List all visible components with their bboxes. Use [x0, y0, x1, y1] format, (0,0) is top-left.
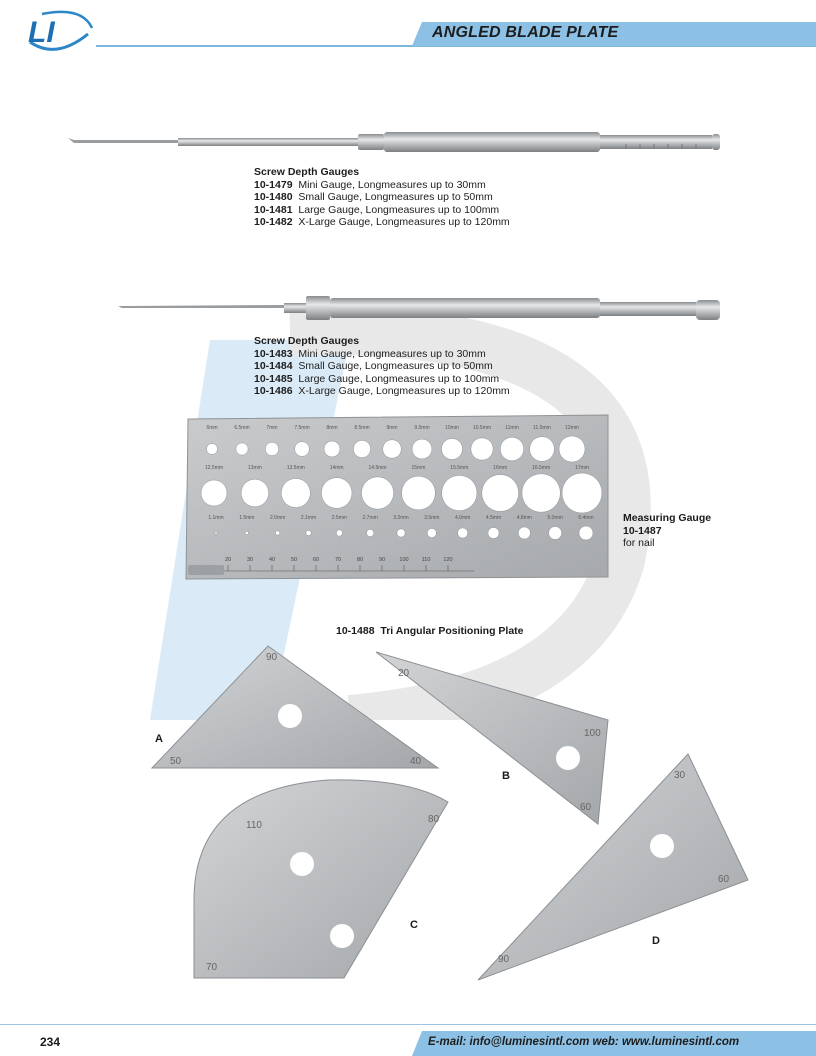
gauge-size-label: 8mm: [326, 425, 338, 431]
caption-note: for nail: [623, 537, 655, 549]
gauge-size-label: 14.5mm: [368, 465, 387, 471]
gauge-hole: [530, 437, 555, 462]
gauge-size-label: 10.5mm: [472, 425, 492, 431]
gauge-hole: [215, 532, 217, 534]
gauge-hole: [482, 475, 519, 512]
svg-text:20: 20: [398, 668, 410, 679]
page-number: 234: [40, 1035, 61, 1049]
scale-label: 50: [290, 557, 298, 563]
gauge-size-label: 2.5mm: [331, 515, 347, 521]
svg-text:70: 70: [206, 962, 218, 973]
measuring-gauge-caption: [623, 512, 711, 550]
gauge-hole: [549, 526, 562, 539]
plate-letter-d: D: [652, 935, 660, 947]
gauge-size-label: 17mm: [575, 465, 589, 471]
plate-letter-b: B: [502, 770, 510, 782]
footer-divider: [0, 1024, 816, 1025]
list-item: 10-1482 X-Large Gauge, Longmeasures up to 120mm: [254, 216, 510, 228]
gauge-size-label: 9.5mm: [414, 425, 430, 431]
gauge-hole: [324, 441, 340, 457]
positioning-plate-title: 10-1488 Tri Angular Positioning Plate: [336, 625, 524, 637]
gauge-hole: [559, 436, 585, 462]
gauge-hole: [412, 439, 432, 459]
gauge-size-label: 16mm: [493, 465, 508, 471]
screw-depth-gauge-image-2: [116, 292, 722, 326]
gauge-size-label: 3.5mm: [424, 515, 440, 521]
scale-label: 70: [334, 557, 342, 563]
gauge-hole: [281, 478, 310, 507]
plate-c: [194, 780, 448, 978]
scale-label: 80: [356, 557, 364, 563]
scale-label: 30: [246, 557, 254, 563]
scale-label: 60: [312, 557, 320, 563]
gauge-hole: [367, 529, 374, 536]
svg-text:30: 30: [674, 770, 686, 781]
gauge-size-label: 13.5mm: [286, 465, 305, 471]
gauge-size-label: 15mm: [411, 465, 426, 471]
gauge-size-label: 6.4mm: [578, 515, 594, 521]
gauge-hole: [201, 480, 227, 506]
svg-text:100: 100: [584, 728, 601, 739]
gauge-size-label: 4.8mm: [516, 515, 532, 521]
measuring-gauge-image: [184, 413, 612, 581]
gauge-size-label: 2.0mm: [270, 515, 286, 521]
gauge-size-label: 2.1mm: [300, 515, 317, 521]
svg-text:80: 80: [428, 814, 440, 825]
list-item: 10-1486 X-Large Gauge, Longmeasures up to 120mm: [254, 385, 510, 397]
caption-title: Screw Depth Gauges: [254, 335, 360, 347]
gauge-size-label: 12.5mm: [204, 465, 224, 471]
gauge-hole: [488, 527, 499, 538]
plate-letter-c: C: [410, 919, 418, 931]
gauge-hole: [442, 439, 463, 460]
gauge-hole: [236, 443, 248, 455]
scale-label: 100: [399, 557, 409, 563]
gauge-hole: [276, 531, 280, 535]
gauge-hole: [402, 476, 436, 510]
svg-text:50: 50: [170, 756, 182, 767]
gauge-size-label: 9mm: [386, 425, 398, 431]
depth-gauges-caption-1: [254, 166, 510, 229]
gauge-hole: [522, 474, 560, 512]
gauge-hole: [427, 528, 436, 537]
scale-label: 110: [421, 557, 431, 563]
gauge-hole: [361, 477, 393, 509]
gauge-hole: [500, 437, 524, 461]
scale-label: 20: [224, 557, 232, 563]
gauge-size-label: 13mm: [247, 465, 262, 471]
gauge-hole: [383, 440, 402, 459]
depth-gauges-caption-2: [254, 335, 510, 398]
scale-label: 90: [378, 557, 386, 563]
gauge-size-label: 6.5mm: [234, 425, 250, 431]
svg-text:110: 110: [246, 820, 262, 831]
gauge-size-label: 6mm: [206, 425, 218, 431]
scale-label: 120: [443, 557, 453, 563]
caption-title: Measuring Gauge: [623, 512, 712, 524]
gauge-size-label: 10mm: [445, 425, 459, 431]
gauge-hole: [518, 527, 530, 539]
gauge-size-label: 12mm: [565, 425, 579, 431]
caption-title: Screw Depth Gauges: [254, 166, 360, 178]
screw-depth-gauge-image-1: [66, 126, 722, 160]
gauge-size-label: 2.7mm: [362, 515, 378, 521]
svg-text:60: 60: [580, 802, 592, 813]
gauge-size-label: 11mm: [505, 425, 519, 431]
gauge-hole: [207, 444, 218, 455]
gauge-size-label: 4.5mm: [485, 515, 502, 521]
svg-text:60: 60: [718, 874, 730, 885]
list-item: 10-1479 Mini Gauge, Longmeasures up to 30mm: [254, 178, 486, 191]
gauge-size-label: 8.5mm: [354, 425, 370, 431]
gauge-hole: [245, 531, 248, 534]
list-item: 10-1481 Large Gauge, Longmeasures up to 100mm: [254, 203, 500, 216]
gauge-size-label: 11.5mm: [533, 425, 551, 431]
gauge-hole: [295, 442, 310, 457]
gauge-size-label: 3.2mm: [393, 515, 409, 521]
gauge-size-label: 4.0mm: [455, 515, 471, 521]
gauge-hole: [579, 526, 593, 540]
gauge-hole: [562, 473, 602, 513]
gauge-size-label: 16.5mm: [532, 465, 551, 471]
page-title: ANGLED BLADE PLATE: [432, 24, 619, 41]
svg-text:40: 40: [410, 756, 422, 767]
gauge-size-label: 7.5mm: [294, 425, 310, 431]
plate-d: [478, 754, 748, 980]
gauge-size-label: 15.5mm: [450, 465, 469, 471]
gauge-hole: [397, 529, 405, 537]
list-item: 10-1485 Large Gauge, Longmeasures up to 100mm: [254, 372, 500, 385]
scale-label: 40: [268, 557, 276, 563]
gauge-hole: [265, 442, 279, 456]
gauge-hole: [353, 440, 370, 457]
svg-text:90: 90: [498, 954, 510, 965]
gauge-size-label: 7mm: [266, 425, 278, 431]
gauge-hole: [336, 530, 342, 536]
list-item: 10-1480 Small Gauge, Longmeasures up to 50mm: [254, 191, 493, 203]
product-code: 10-1487: [623, 524, 662, 537]
plate-letter-a: A: [155, 733, 163, 745]
gauge-hole: [471, 438, 493, 460]
footer-contact: E-mail: info@luminesintl.com web: www.luminesintl.com: [428, 1036, 740, 1048]
gauge-size-label: 1.5mm: [239, 515, 255, 521]
gauge-size-label: 14mm: [329, 465, 344, 471]
company-logo: [22, 8, 96, 54]
svg-text:90: 90: [266, 652, 278, 663]
gauge-hole: [458, 528, 468, 538]
gauge-hole: [241, 479, 269, 507]
gauge-size-label: 1.1mm: [208, 515, 224, 521]
logo-text: LI: [28, 16, 55, 49]
gauge-size-label: 5.0mm: [547, 515, 563, 521]
gauge-hole: [321, 478, 352, 509]
gauge-hole: [306, 530, 311, 535]
gauge-hole: [442, 475, 477, 510]
list-item: 10-1484 Small Gauge, Longmeasures up to 50mm: [254, 360, 493, 372]
list-item: 10-1483 Mini Gauge, Longmeasures up to 30mm: [254, 347, 486, 360]
